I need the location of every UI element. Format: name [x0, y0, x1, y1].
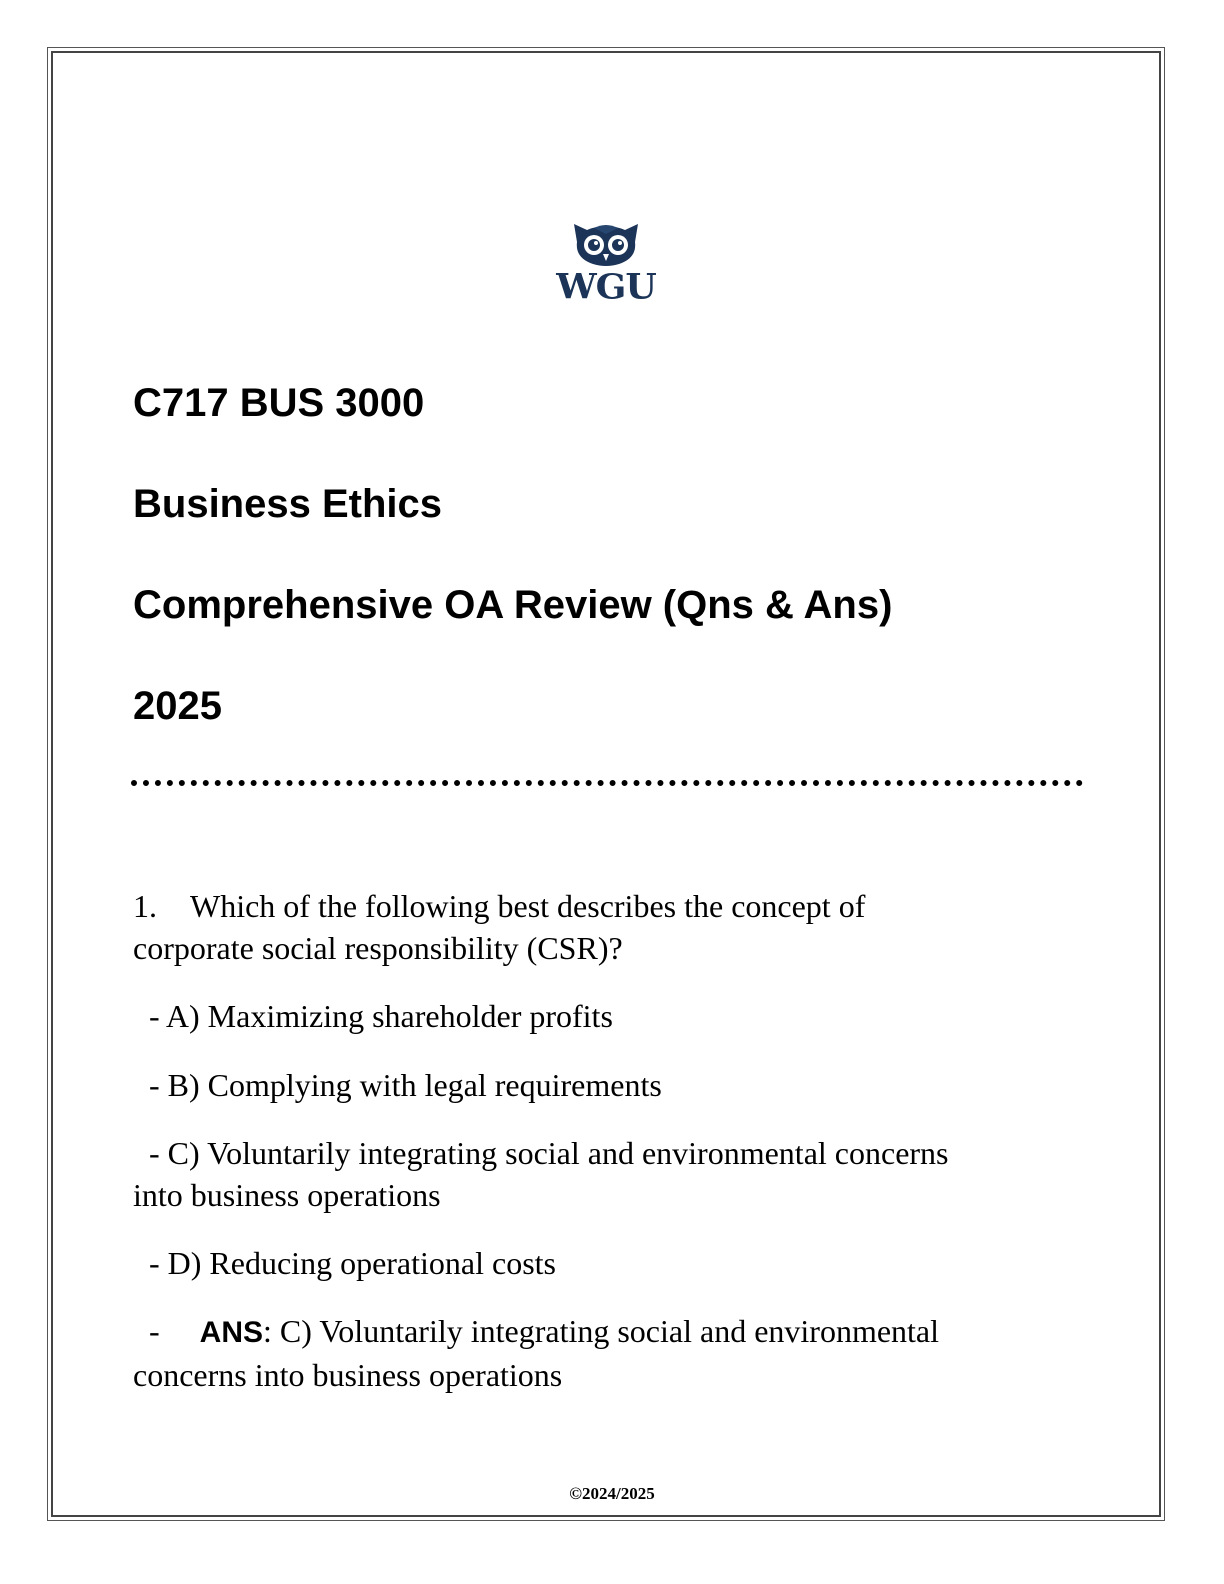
wgu-wordmark: WGU: [556, 267, 656, 307]
question-number: 1.: [133, 888, 157, 924]
option-c: [133, 1132, 949, 1216]
option-b-text: - B) Complying with legal requirements: [149, 1067, 662, 1103]
answer-line-1: : C) Voluntarily integrating social and environmental: [263, 1313, 940, 1349]
option-a: [133, 995, 613, 1037]
option-a-text: - A) Maximizing shareholder profits: [149, 998, 613, 1034]
option-b: [133, 1064, 662, 1106]
owl-icon: [553, 218, 659, 268]
answer: [133, 1310, 939, 1396]
copyright-footer: ©2024/2025: [569, 1484, 655, 1503]
answer-line-2: concerns into business operations: [133, 1357, 563, 1393]
question-text: [133, 885, 865, 969]
option-c-line-1: - C) Voluntarily integrating social and environmental concerns: [149, 1135, 949, 1171]
option-d-text: - D) Reducing operational costs: [149, 1245, 556, 1281]
option-c-line-2: into business operations: [133, 1177, 441, 1213]
question-line-2: corporate social responsibility (CSR)?: [133, 930, 623, 966]
dotted-divider: [131, 780, 1083, 786]
year-heading: 2025: [133, 684, 222, 728]
answer-dash: -: [149, 1313, 160, 1349]
question-line-1: Which of the following best describes the concept of: [190, 888, 866, 924]
course-code-heading: C717 BUS 3000: [133, 381, 425, 425]
subject-heading: Business Ethics: [133, 482, 443, 526]
wgu-logo: [553, 218, 659, 310]
option-d: [133, 1242, 556, 1284]
answer-label: ANS: [199, 1316, 263, 1349]
review-title-heading: Comprehensive OA Review (Qns & Ans): [133, 583, 893, 627]
